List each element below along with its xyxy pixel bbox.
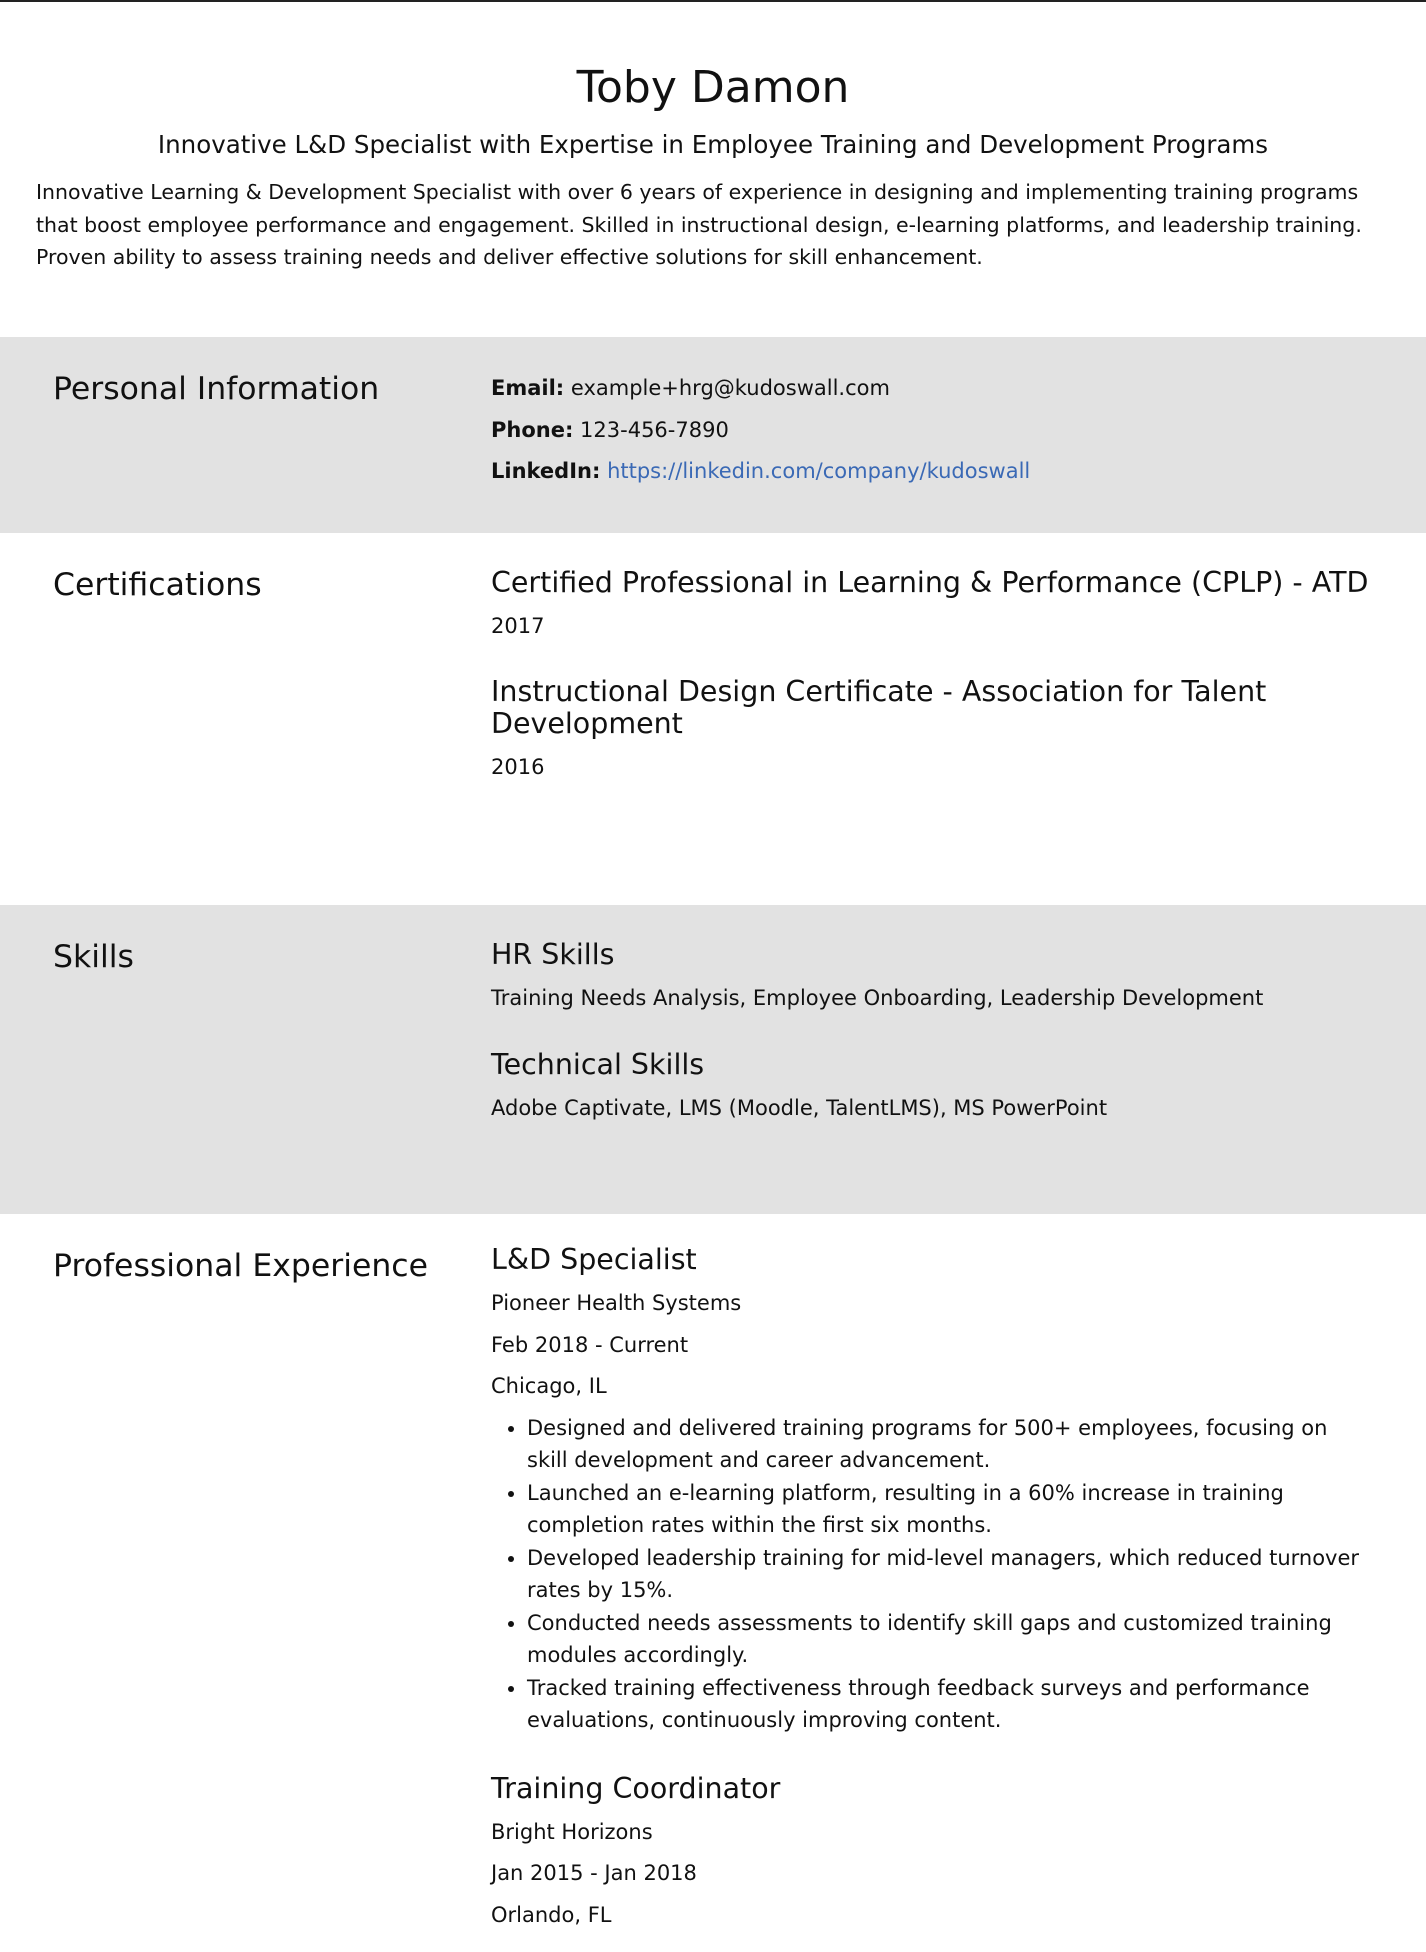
headline: Innovative L&D Specialist with Expertise in Employee Training and Development Programs bbox=[157, 130, 1269, 159]
personal-info-body bbox=[491, 368, 1371, 493]
job-entry bbox=[491, 1773, 1371, 1937]
linkedin-row bbox=[491, 451, 1371, 493]
certifications-body bbox=[491, 567, 1371, 788]
skill-group-name: HR Skills bbox=[491, 938, 615, 971]
list-item: • Tracked training effectiveness through feedback surveys and performance evaluations, continuously improving content. bbox=[527, 1672, 1371, 1737]
job-dates: Jan 2015 - Jan 2018 bbox=[491, 1861, 697, 1885]
job-company: Bright Horizons bbox=[491, 1819, 653, 1844]
skill-group-name: Technical Skills bbox=[491, 1047, 705, 1081]
experience-section bbox=[0, 1214, 1426, 1952]
phone-row bbox=[491, 410, 1371, 452]
summary: Innovative Learning & Development Specialist with over 6 years of experience in designing and implementing training programs that boost employee performance and engagement. Skilled in instructional design, e-learning platforms, and leadership training. Proven ability to assess training needs and deliver effective solutions for skill enhancement. bbox=[36, 180, 1362, 269]
job-role: L&D Specialist bbox=[491, 1243, 697, 1276]
certification-name: Instructional Design Certificate - Association for Talent Development bbox=[491, 674, 1267, 740]
certification-year: 2016 bbox=[491, 754, 545, 779]
email-value[interactable]: example+hrg@kudoswall.com bbox=[570, 376, 890, 400]
certifications-section bbox=[0, 533, 1426, 905]
job-company: Pioneer Health Systems bbox=[491, 1291, 742, 1315]
job-location: Orlando, FL bbox=[491, 1902, 612, 1927]
skills-section bbox=[0, 905, 1426, 1214]
list-item: • Developed leadership training for mid-level managers, which reduced turnover rates by 15%. bbox=[527, 1542, 1371, 1607]
section-title-experience: Professional Experience bbox=[53, 1248, 428, 1284]
job-dates: Feb 2018 - Current bbox=[491, 1332, 689, 1357]
experience-body bbox=[491, 1244, 1371, 1936]
job-role: Training Coordinator bbox=[491, 1771, 781, 1805]
phone-label: Phone: bbox=[491, 417, 574, 442]
personal-info-section bbox=[0, 337, 1426, 533]
certification-name: Certified Professional in Learning & Performance (CPLP) - ATD bbox=[491, 566, 1369, 599]
certification-item bbox=[491, 676, 1371, 789]
certification-year: 2017 bbox=[491, 614, 545, 638]
job-entry bbox=[491, 1244, 1371, 1737]
email-row bbox=[491, 368, 1371, 410]
top-rule bbox=[0, 0, 1426, 2]
certification-item bbox=[491, 567, 1371, 648]
linkedin-label: LinkedIn: bbox=[491, 459, 601, 483]
skill-group-list: Training Needs Analysis, Employee Onboarding, Leadership Development bbox=[491, 986, 1264, 1010]
section-title-personal: Personal Information bbox=[53, 371, 380, 407]
linkedin-link[interactable]: https://linkedin.com/company/kudoswall bbox=[607, 459, 1031, 483]
skill-group bbox=[491, 939, 1371, 1020]
email-label: Email: bbox=[491, 376, 565, 400]
list-item: • Conducted needs assessments to identify skill gaps and customized training modules accordingly. bbox=[527, 1607, 1371, 1672]
skills-body bbox=[491, 939, 1371, 1129]
candidate-name: Toby Damon bbox=[576, 62, 850, 113]
section-title-certifications: Certifications bbox=[53, 567, 262, 603]
job-bullets bbox=[491, 1412, 1371, 1737]
phone-value[interactable]: 123-456-7890 bbox=[580, 417, 729, 442]
skill-group bbox=[491, 1049, 1371, 1130]
list-item: • Launched an e-learning platform, resulting in a 60% increase in training completion rates within the first six months. bbox=[527, 1477, 1371, 1542]
job-location: Chicago, IL bbox=[491, 1374, 607, 1398]
section-title-skills: Skills bbox=[53, 939, 134, 975]
list-item: • Designed and delivered training programs for 500+ employees, focusing on skill development and career advancement. bbox=[527, 1412, 1371, 1477]
skill-group-list: Adobe Captivate, LMS (Moodle, TalentLMS), MS PowerPoint bbox=[491, 1095, 1108, 1120]
